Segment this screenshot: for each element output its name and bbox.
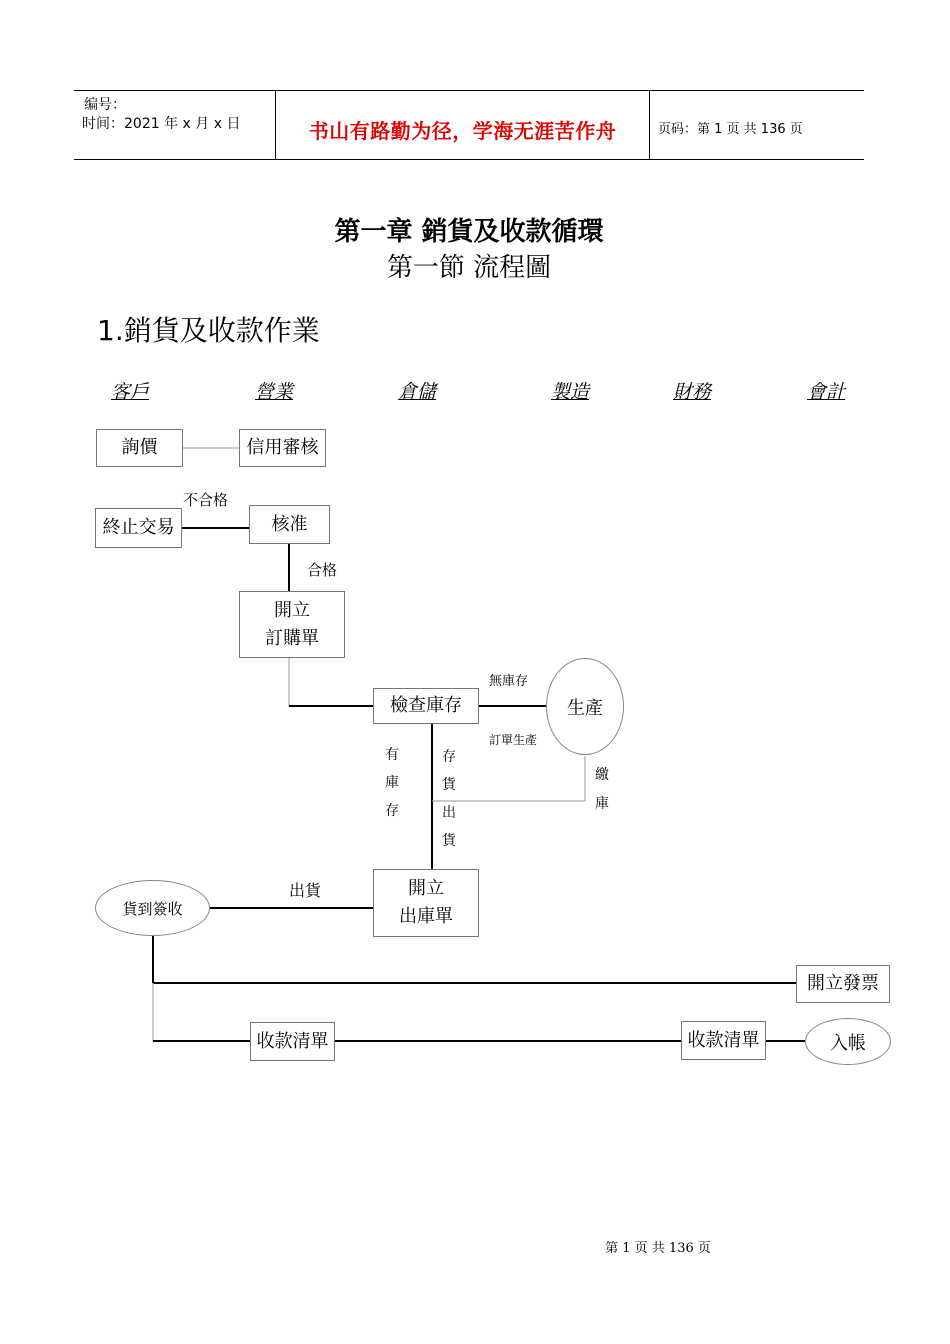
doc-number-label: 编号： [84, 97, 126, 113]
goods-received-node: 貨到簽收 [95, 880, 210, 936]
label-stock-ship-char: 存 [442, 749, 456, 765]
section-title: 第一節 流程圖 [386, 253, 552, 283]
label-pass: 合格 [307, 561, 338, 579]
dept-accounting: 會計 [807, 381, 846, 403]
credit-review-box: 信用審核 [239, 429, 326, 467]
page-count-label: 页码：第 1 页 共 136 页 [658, 122, 803, 137]
label-ship: 出貨 [289, 881, 322, 900]
post-entry-node: 入帳 [805, 1018, 891, 1065]
label-deliver-stock-char: 庫 [595, 796, 609, 812]
approve-box: 核准 [249, 505, 330, 544]
open-po-box [239, 591, 345, 658]
label-fail: 不合格 [183, 491, 229, 509]
open-po-line2: 訂購單 [265, 627, 319, 649]
dept-manufacturing: 製造 [551, 381, 590, 403]
motto: 书山有路勤为径，学海无涯苦作舟 [308, 119, 617, 143]
label-has-stock-char: 有 [385, 747, 399, 763]
open-po-line1: 開立 [274, 599, 310, 621]
label-deliver-stock-char: 繳 [595, 767, 609, 783]
dept-warehouse: 倉儲 [398, 381, 437, 403]
inquiry-box: 詢價 [96, 429, 183, 467]
dept-sales: 營業 [255, 381, 294, 403]
open-outbound-line1: 開立 [408, 878, 444, 899]
check-stock-box: 檢查庫存 [373, 688, 479, 724]
open-invoice-box: 開立發票 [796, 965, 890, 1003]
open-outbound-box [373, 869, 479, 937]
label-no-stock: 無庫存 [489, 674, 529, 689]
label-order-production: 訂單生產 [489, 733, 538, 747]
dept-customer: 客戶 [111, 381, 150, 403]
doc-time-label: 时间：2021 年 x 月 x 日 [82, 116, 241, 132]
label-stock-ship-char: 貨 [442, 833, 456, 849]
terminate-trade-box: 終止交易 [95, 508, 182, 548]
process-heading: 1.銷貨及收款作業 [97, 314, 320, 347]
dept-finance: 財務 [673, 381, 712, 403]
collection-list-box-2: 收款清單 [681, 1021, 766, 1060]
label-stock-ship-char: 出 [442, 805, 456, 821]
page-footer: 第 1 页 共 136 页 [605, 1241, 711, 1256]
label-has-stock-char: 存 [385, 803, 399, 819]
label-has-stock-char: 庫 [385, 775, 399, 791]
collection-list-box-1: 收款清單 [250, 1022, 335, 1061]
production-node: 生產 [546, 658, 624, 755]
open-outbound-line2: 出庫單 [399, 906, 453, 927]
label-stock-ship-char: 貨 [442, 777, 456, 793]
chapter-title: 第一章 銷貨及收款循環 [334, 217, 604, 247]
